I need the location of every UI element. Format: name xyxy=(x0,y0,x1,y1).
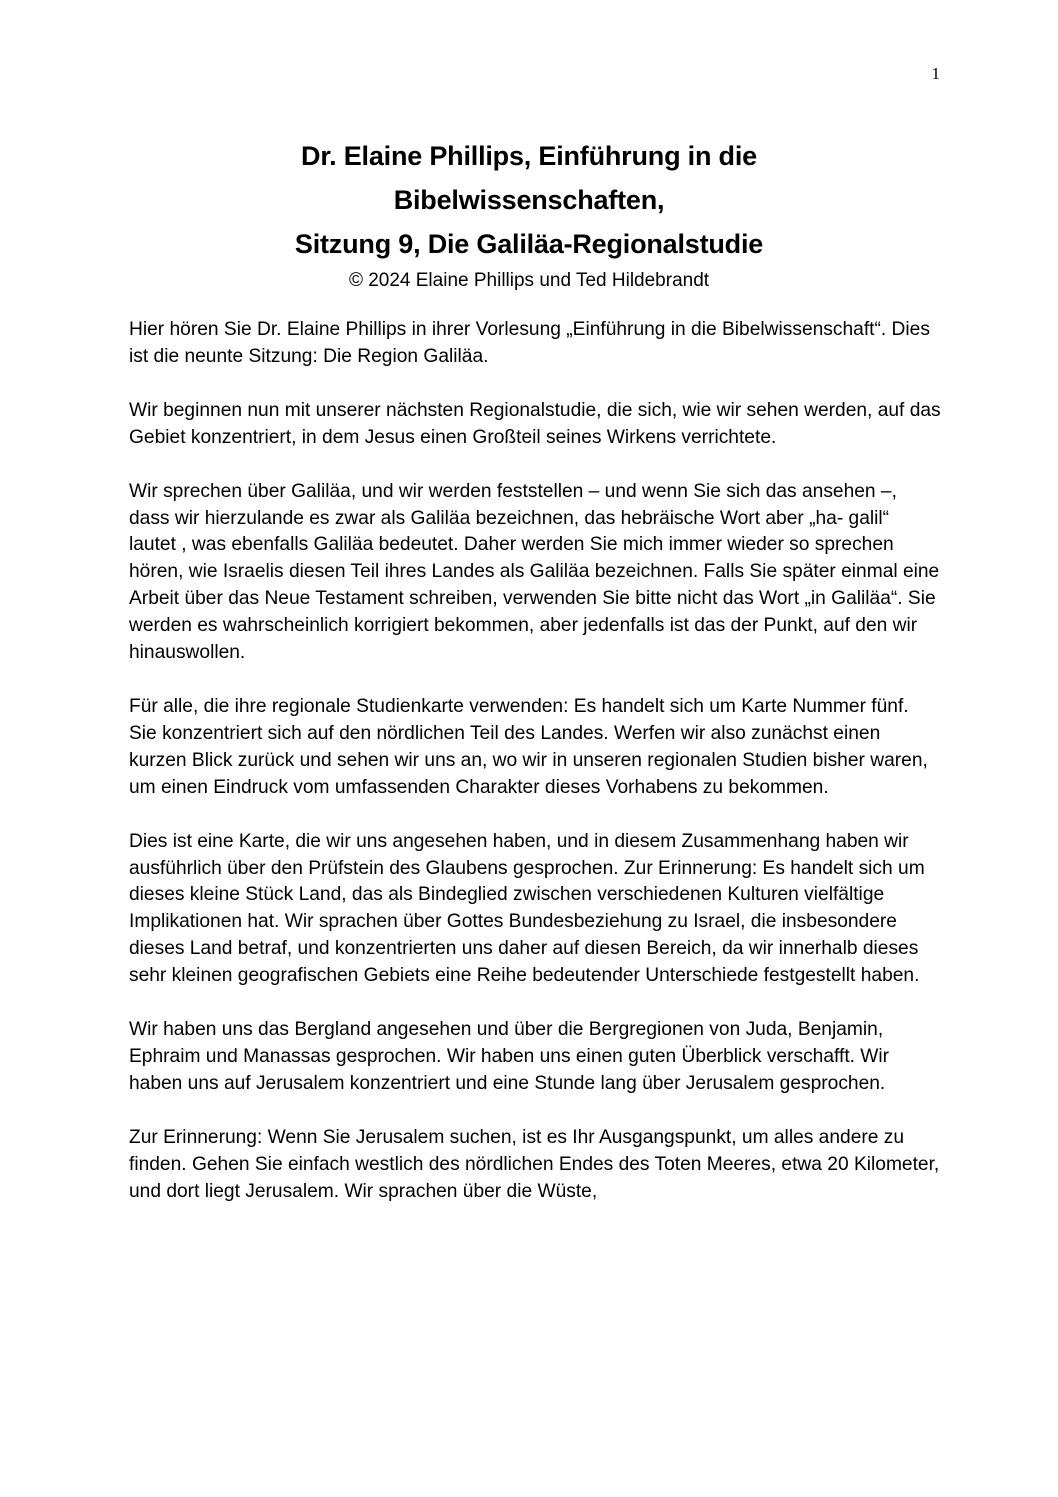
paragraph-2: Wir beginnen nun mit unserer nächsten Regionalstudie, die sich, wie wir sehen werden, auf das Gebiet konzentriert, in dem Jesus einen Großteil seines Wirkens verrichtete. xyxy=(129,399,941,448)
page-number: 1 xyxy=(931,64,940,83)
document-body xyxy=(129,317,941,1232)
copyright-notice: © 2024 Elaine Phillips und Ted Hildebrandt xyxy=(348,270,710,291)
title-line-1: Dr. Elaine Phillips, Einführung in die xyxy=(301,141,757,171)
title-line-2: Bibelwissenschaften, xyxy=(393,185,665,215)
paragraph-1: Hier hören Sie Dr. Elaine Phillips in ihrer Vorlesung „Einführung in die Bibelwissenschaft“. Dies ist die neunte Sitzung: Die Region Galiläa. xyxy=(129,319,930,367)
paragraph-4: Für alle, die ihre regionale Studienkarte verwenden: Es handelt sich um Karte Nummer fünf. Sie konzentriert sich auf den nördlichen Teil des Landes. Werfen wir also zunächst einen kurzen Blick zurück und sehen wir uns an, wo wir in unseren regionalen Studien bisher waren, um einen Eindruck vom umfassenden Charakter dieses Vorhabens zu bekommen. xyxy=(129,695,928,798)
title-line-3: Sitzung 9, Die Galiläa-Regionalstudie xyxy=(294,229,764,259)
paragraph-3: Wir sprechen über Galiläa, und wir werden feststellen – und wenn Sie sich das ansehen –, dass wir hierzulande es zwar als Galiläa bezeichnen, das hebräische Wort aber „ha- galil“ lautet , was ebenfalls Galiläa bedeutet. Daher werden Sie mich immer wieder so sprechen hören, wie Israelis diesen Teil ihres Landes als Galiläa bezeichnen. Falls Sie später einmal eine Arbeit über das Neue Testament schreiben, verwenden Sie bitte nicht das Wort „in Galiläa“. Sie werden es wahrscheinlich korrigiert bekommen, aber jedenfalls ist das der Punkt, auf den wir hinauswollen. xyxy=(129,480,940,664)
paragraph-6: Wir haben uns das Bergland angesehen und über die Bergregionen von Juda, Benjamin, Ephraim und Manassas gesprochen. Wir haben uns einen guten Überblick verschafft. Wir haben uns auf Jerusalem konzentriert und eine Stunde lang über Jerusalem gesprochen. xyxy=(129,1019,890,1094)
paragraph-5: Dies ist eine Karte, die wir uns angesehen haben, und in diesem Zusammenhang haben wir ausführlich über den Prüfstein des Glaubens gesprochen. Zur Erinnerung: Es handelt sich um dieses kleine Stück Land, das als Bindeglied zwischen verschiedenen Kulturen vielfältige Implikationen hat. Wir sprachen über Gottes Bundesbeziehung zu Israel, die insbesondere dieses Land betraf, und konzentrierten uns daher auf diesen Bereich, da wir innerhalb dieses sehr kleinen geografischen Gebiets eine Reihe bedeutender Unterschiede festgestellt haben. xyxy=(129,830,925,987)
paragraph-7: Zur Erinnerung: Wenn Sie Jerusalem suchen, ist es Ihr Ausgangspunkt, um alles andere zu finden. Gehen Sie einfach westlich des nördlichen Endes des Toten Meeres, etwa 20 Kilometer, und dort liegt Jerusalem. Wir sprachen über die Wüste, xyxy=(129,1126,940,1202)
document-header xyxy=(120,134,938,296)
